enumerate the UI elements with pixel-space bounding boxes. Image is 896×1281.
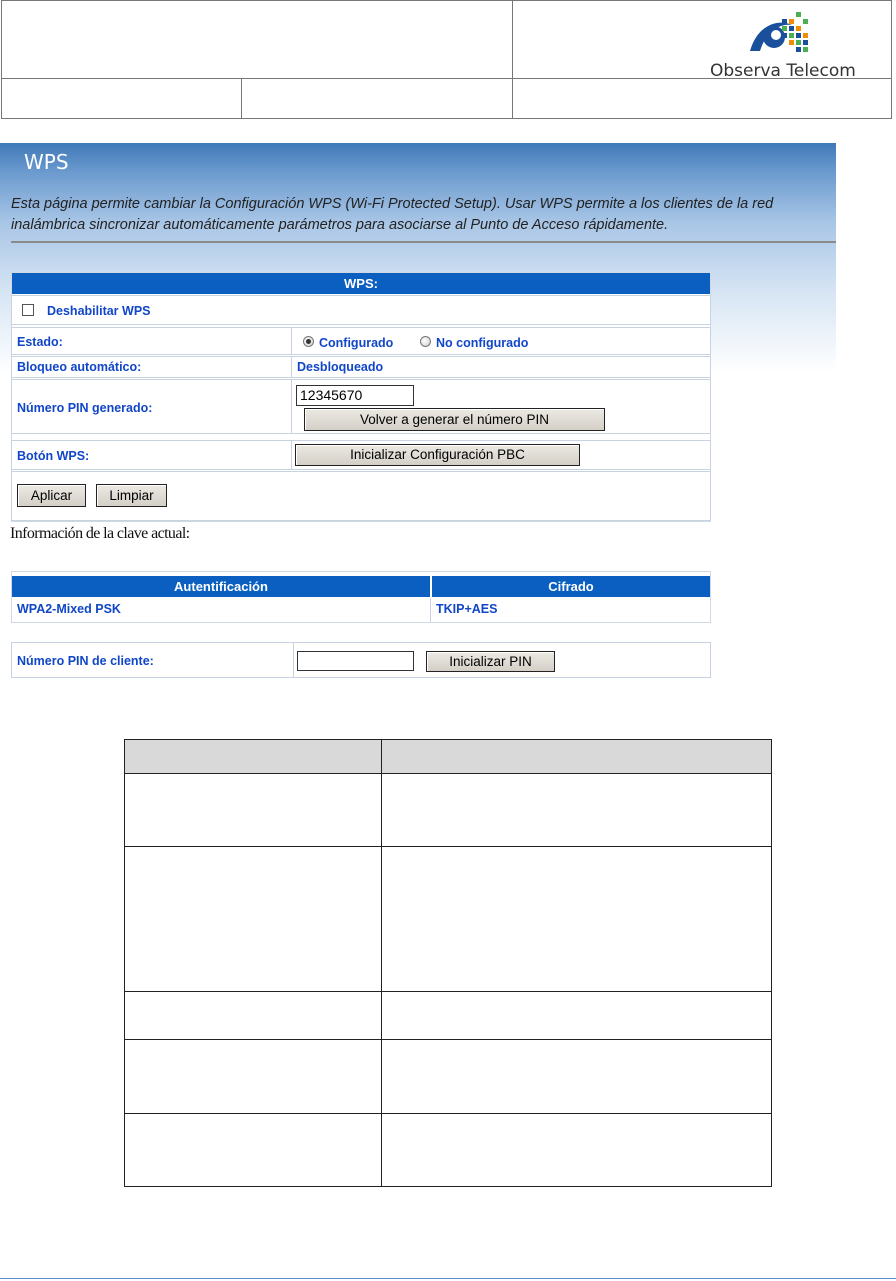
cell-divider	[293, 643, 294, 677]
logo-mark-icon	[710, 11, 874, 61]
header-divider	[512, 1, 513, 118]
start-pin-button[interactable]: Inicializar PIN	[426, 651, 555, 672]
company-logo	[710, 11, 874, 81]
page-description: Esta página permite cambiar la Configuración WPS (Wi-Fi Protected Setup). Usar WPS permite a los clientes de la red inalámbrica sincronizar automáticamente parámetros para asociarse al Punto de Acceso rápidamente.	[11, 196, 774, 233]
clear-button[interactable]: Limpiar	[96, 484, 167, 507]
divider	[11, 241, 836, 243]
document-header	[1, 0, 892, 119]
status-label: Estado:	[17, 335, 63, 349]
status-unconfigured-radio[interactable]	[420, 336, 431, 347]
auto-lock-label: Bloqueo automático:	[17, 360, 142, 374]
table-row-divider	[124, 773, 772, 774]
footer-rule	[0, 1278, 896, 1279]
status-configured-radio[interactable]	[303, 336, 314, 347]
actions-row	[11, 471, 711, 521]
client-pin-label: Número PIN de cliente:	[17, 654, 154, 668]
table-header-row	[124, 739, 772, 773]
cell-divider	[291, 441, 292, 469]
page-title: WPS	[24, 150, 69, 174]
cell-divider	[291, 328, 292, 354]
auth-value: WPA2-Mixed PSK	[17, 602, 121, 616]
table-row-divider	[124, 991, 772, 992]
key-info-caption: Información de la clave actual:	[10, 525, 190, 542]
status-option-label: Configurado	[319, 336, 394, 350]
auto-lock-value: Desbloqueado	[297, 360, 384, 374]
table-column-divider	[381, 739, 382, 1187]
generated-pin-row	[11, 379, 711, 434]
disable-wps-checkbox[interactable]	[22, 304, 34, 316]
header-divider	[241, 78, 242, 118]
table-border	[124, 739, 772, 740]
status-row	[11, 327, 711, 355]
wps-button-label: Botón WPS:	[17, 449, 90, 463]
wps-settings-panel	[0, 143, 836, 685]
logo-text: Observa Telecom	[710, 61, 856, 81]
disable-wps-label: Deshabilitar WPS	[47, 304, 151, 318]
pin-label: Número PIN generado:	[17, 401, 153, 415]
pin-input[interactable]: 12345670	[296, 385, 414, 406]
auto-lock-row	[11, 356, 711, 378]
cipher-value: TKIP+AES	[436, 602, 498, 616]
parameters-table	[124, 739, 772, 1187]
status-option-label: No configurado	[436, 336, 529, 350]
table-row-divider	[124, 1039, 772, 1040]
start-pbc-button[interactable]: Inicializar Configuración PBC	[295, 444, 580, 466]
table-border	[124, 739, 125, 1187]
table-border	[124, 1186, 772, 1187]
cell-divider	[291, 380, 292, 433]
key-info-table	[11, 571, 711, 623]
client-pin-row	[11, 642, 711, 678]
column-header: Autentificación	[12, 576, 430, 597]
disable-wps-row	[11, 295, 711, 325]
table-border	[771, 739, 772, 1187]
section-header: WPS:	[12, 273, 710, 294]
apply-button[interactable]: Aplicar	[17, 484, 86, 507]
regenerate-pin-button[interactable]: Volver a generar el número PIN	[304, 408, 605, 431]
column-header: Cifrado	[432, 576, 710, 597]
table-row-divider	[124, 1113, 772, 1114]
client-pin-input[interactable]	[297, 651, 414, 671]
table-row-divider	[124, 846, 772, 847]
wps-button-row	[11, 440, 711, 470]
cell-divider	[291, 357, 292, 377]
cell-divider	[430, 598, 431, 622]
